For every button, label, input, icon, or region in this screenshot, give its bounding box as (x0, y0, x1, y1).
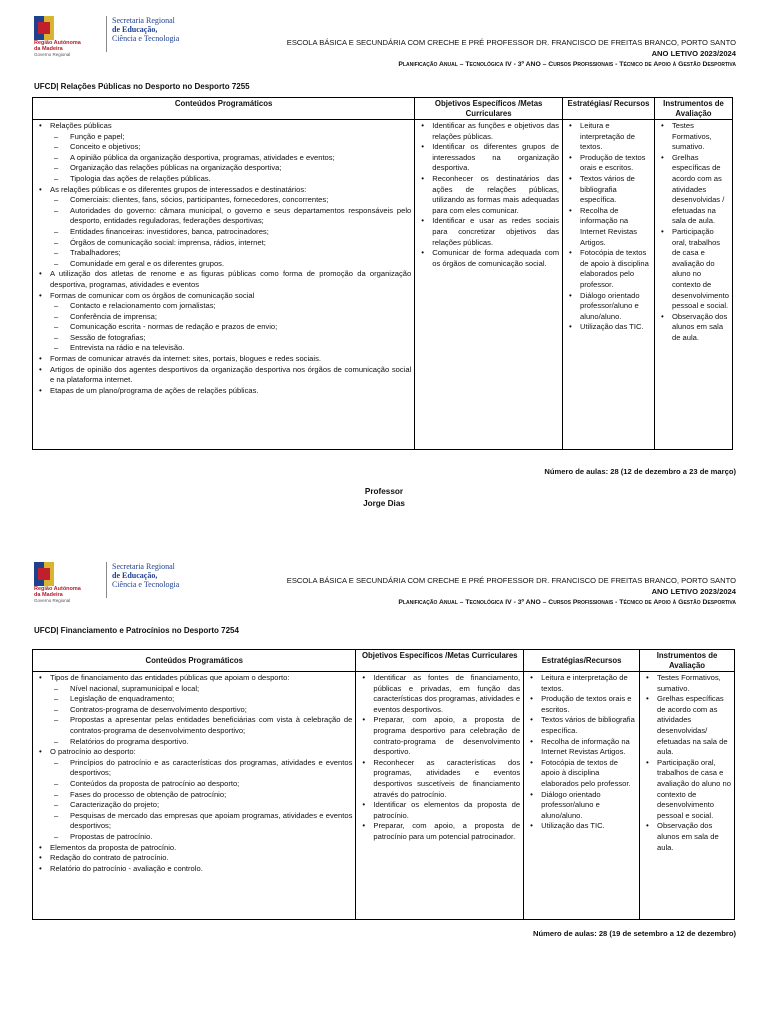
conteudos-cell (33, 120, 415, 450)
list-item: • Observação dos alunos em sala de aula. (657, 821, 731, 853)
sub-list-item: – Conteúdos da proposta de patrocínio ao desporto; (70, 779, 352, 790)
list-item: • Textos vários de bibliografia específica. (541, 715, 636, 736)
sub-list-item: – Relatórios do programa desportivo. (70, 737, 352, 748)
list-item: • Formas de comunicar com os órgãos de comunicação social – Contacto e relacionamento com jornalistas; – Conferência de imprensa; – Comunicação escrita - normas de redação e prazos de envio; – Sessão de fotografias; – Entrevista na rádio e na televisão. (50, 291, 411, 355)
list-item: • Redação do contrato de patrocínio. (50, 853, 352, 864)
sub-list-item: – Comunidade em geral e os diferentes grupos. (70, 259, 411, 270)
list-item: • Participação oral, trabalhos de casa e avaliação do aluno no contexto de desenvolvimento pessoal e social. (672, 227, 729, 312)
sub-list-item: – Organização das relações públicas na organização desportiva; (70, 163, 411, 174)
instrumentos-cell (654, 120, 732, 450)
list-item: • Fotocópia de textos de apoio à disciplina elaborados pelo professor. (580, 248, 651, 290)
aulas-count: Número de aulas: 28 (12 de dezembro a 23 de março) (544, 467, 736, 476)
sub-list-item: – Trabalhadores; (70, 248, 411, 259)
list-item: • Observação dos alunos em sala de aula. (672, 312, 729, 344)
region-label: Região Autónoma da Madeira Governo Regional (34, 40, 81, 57)
list-item: • Reconhecer as características dos programas, atividades e eventos desportivos suscetíveis de financiamento através do patrocínio. (373, 758, 520, 800)
col-header-conteudos: Conteúdos Programáticos (33, 98, 415, 120)
document-header (287, 575, 736, 608)
school-year: ANO LETIVO 2023/2024 (651, 587, 736, 596)
list-item: • Preparar, com apoio, a proposta de patrocínio para um potencial patrocinador. (373, 821, 520, 842)
list-item: • Grelhas específicas de acordo com as atividades desenvolvidas/ efetuadas na sala de aula. (657, 694, 731, 758)
sub-list-item: – Caracterização do projeto; (70, 800, 352, 811)
sub-list-item: – Pesquisas de mercado das empresas que apoiam programas, atividades e eventos desportivos; (70, 811, 352, 832)
school-year: ANO LETIVO 2023/2024 (651, 49, 736, 58)
sub-list-item: – Fases do processo de obtenção de patrocínio; (70, 790, 352, 801)
aulas-count: Número de aulas: 28 (19 de setembro a 12 de dezembro) (533, 929, 736, 938)
sub-list-item: – Legislação de enquadramento; (70, 694, 352, 705)
secretaria-logo (34, 16, 194, 57)
list-item: • Identificar os diferentes grupos de interessados na organização desportiva. (432, 142, 559, 174)
sub-list-item: – Propostas a apresentar pelas entidades beneficiárias com vista à celebração de contratos-programa de desenvolvimento desportivo; (70, 715, 352, 736)
professor-signature: Professor Jorge Dias (363, 487, 405, 508)
page-section-2 (0, 540, 768, 1024)
objetivos-cell (356, 672, 524, 920)
list-item: • Leitura e interpretação de textos. (580, 121, 651, 153)
list-item: • Relações públicas – Função e papel; – Conceito e objetivos; – A opinião pública da organização desportiva, programas, atividades e eventos; – Organização das relações públicas na organização desportiva; – Tipologia das ações de relações públicas. (50, 121, 411, 185)
instrumentos-cell (640, 672, 735, 920)
plan-title: Planificação Anual – Tecnológica IV - 3º ANO – Cursos Profissionais - Técnico de Apoio à Gestão Desportiva (398, 599, 736, 606)
list-item: • Etapas de um plano/programa de ações de relações públicas. (50, 386, 411, 397)
list-item: • Reconhecer os destinatários das ações de relações públicas, utilizando as formas mais adequadas para com eles comunicar. (432, 174, 559, 216)
list-item: • Diálogo orientado professor/aluno e aluno/aluno. (580, 291, 651, 323)
list-item: • Preparar, com apoio, a proposta de programa desportivo para celebração de contrato-programa de desenvolvimento desportivo. (373, 715, 520, 757)
list-item: • Artigos de opinião dos agentes desportivos da organização desportiva nos órgãos de comunicação social e na plataforma internet. (50, 365, 411, 386)
list-item: • As relações públicas e os diferentes grupos de interessados e destinatários: – Comerciais: clientes, fans, sócios, participantes, fornecedores, concorrentes; – Autoridades do governo: câmara municipal, o governo e seus departamentos responsáveis pelo desporto, entidades reguladoras, federações desportivas; – Entidades financeiras: investidores, banca, patrocinadores; – Órgãos de comunicação social: imprensa, rádios, internet; – Trabalhadores; – Comunidade em geral e os diferentes grupos. (50, 185, 411, 270)
sub-list-item: – Conferência de imprensa; (70, 312, 411, 323)
list-item: • Identificar e usar as redes sociais para concretizar objetivos das relações públicas. (432, 216, 559, 248)
sub-list-item: – Órgãos de comunicação social: imprensa, rádios, internet; (70, 238, 411, 249)
secretaria-logo (34, 562, 194, 603)
col-header-instrumentos: Instrumentos de Avaliação (640, 650, 735, 672)
region-label: Região Autónoma da Madeira Governo Regional (34, 586, 81, 603)
estrategias-cell (563, 120, 655, 450)
sub-list-item: – Entrevista na rádio e na televisão. (70, 343, 411, 354)
list-item: • Participação oral, trabalhos de casa e avaliação do aluno no contexto de desenvolvimento pessoal e social. (657, 758, 731, 822)
col-header-objetivos: Objetivos Específicos /Metas Curriculares (356, 650, 524, 672)
col-header-objetivos: Objetivos Específicos /Metas Curriculares (415, 98, 563, 120)
col-header-instrumentos: Instrumentos de Avaliação (654, 98, 732, 120)
sub-list-item: – Propostas de patrocínio. (70, 832, 352, 843)
list-item: • Fotocópia de textos de apoio à disciplina elaborados pelo professor. (541, 758, 636, 790)
document-header (287, 37, 736, 70)
secretaria-label: Secretaria Regional de Educação, Ciência e Tecnologia (112, 16, 180, 43)
estrategias-cell (524, 672, 640, 920)
list-item: • O patrocínio ao desporto: – Princípios do patrocínio e as características dos programas, atividades e eventos desportivos; – Conteúdos da proposta de patrocínio ao desporto; – Fases do processo de obtenção de patrocínio; – Caracterização do projeto; – Pesquisas de mercado das empresas que apoiam programas, atividades e eventos desportivos; – Propostas de patrocínio. (50, 747, 352, 842)
col-header-estrategias: Estratégias/Recursos (524, 650, 640, 672)
list-item: • Leitura e interpretação de textos. (541, 673, 636, 694)
list-item: • A utilização dos atletas de renome e as figuras públicas como forma de promoção da organização desportiva, programas, atividades e eventos (50, 269, 411, 290)
col-header-conteudos: Conteúdos Programáticos (33, 650, 356, 672)
sub-list-item: – Sessão de fotografias; (70, 333, 411, 344)
madeira-crest-icon (34, 562, 54, 586)
list-item: • Recolha de informação na Internet Revistas Artigos. (541, 737, 636, 758)
col-header-estrategias: Estratégias/ Recursos (563, 98, 655, 120)
sub-list-item: – Comunicação escrita - normas de redação e prazos de envio; (70, 322, 411, 333)
ufcd-title: UFCD| Relações Públicas no Desporto no Desporto 7255 (34, 82, 250, 91)
sub-list-item: – Comerciais: clientes, fans, sócios, participantes, fornecedores, concorrentes; (70, 195, 411, 206)
list-item: • Testes Formativos, sumativo. (672, 121, 729, 153)
list-item: • Identificar os elementos da proposta de patrocínio. (373, 800, 520, 821)
list-item: • Comunicar de forma adequada com os órgãos de comunicação social. (432, 248, 559, 269)
sub-list-item: – Função e papel; (70, 132, 411, 143)
list-item: • Testes Formativos, sumativo. (657, 673, 731, 694)
sub-list-item: – Conceito e objetivos; (70, 142, 411, 153)
conteudos-cell (33, 672, 356, 920)
school-name: ESCOLA BÁSICA E SECUNDÁRIA COM CRECHE E PRÉ PROFESSOR DR. FRANCISCO DE FREITAS BRANCO, PORTO SANTO (286, 38, 736, 47)
list-item: • Produção de textos orais e escritos. (541, 694, 636, 715)
sub-list-item: – Autoridades do governo: câmara municipal, o governo e seus departamentos responsáveis pelo desporto, entidades reguladoras, federações desportivas; (70, 206, 411, 227)
list-item: • Textos vários de bibliografia específica. (580, 174, 651, 206)
list-item: • Tipos de financiamento das entidades públicas que apoiam o desporto: – Nível nacional, supramunicipal e local; – Legislação de enquadramento; – Contratos-programa de desenvolvimento desportivo; – Propostas a apresentar pelas entidades beneficiárias com vista à celebração de contratos-programa de desenvolvimento desportivo; – Relatórios do programa desportivo. (50, 673, 352, 747)
planning-table (32, 649, 735, 920)
list-item: • Elementos da proposta de patrocínio. (50, 843, 352, 854)
sub-list-item: – Contacto e relacionamento com jornalistas; (70, 301, 411, 312)
sub-list-item: – A opinião pública da organização desportiva, programas, atividades e eventos; (70, 153, 411, 164)
planning-table (32, 97, 733, 450)
secretaria-label: Secretaria Regional de Educação, Ciência e Tecnologia (112, 562, 180, 589)
list-item: • Identificar as funções e objetivos das relações públicas. (432, 121, 559, 142)
sub-list-item: – Princípios do patrocínio e as características dos programas, atividades e eventos desportivos; (70, 758, 352, 779)
sub-list-item: – Tipologia das ações de relações públicas. (70, 174, 411, 185)
list-item: • Utilização das TIC. (541, 821, 636, 832)
objetivos-cell (415, 120, 563, 450)
sub-list-item: – Entidades financeiras: investidores, banca, patrocinadores; (70, 227, 411, 238)
sub-list-item: – Contratos-programa de desenvolvimento desportivo; (70, 705, 352, 716)
list-item: • Diálogo orientado professor/aluno e aluno/aluno. (541, 790, 636, 822)
list-item: • Recolha de informação na Internet Revistas Artigos. (580, 206, 651, 248)
list-item: • Formas de comunicar através da internet: sites, portais, blogues e redes sociais. (50, 354, 411, 365)
plan-title: Planificação Anual – Tecnológica IV - 3º ANO – Cursos Profissionais - Técnico de Apoio à Gestão Desportiva (398, 61, 736, 68)
list-item: • Relatório do patrocínio - avaliação e controlo. (50, 864, 352, 875)
list-item: • Produção de textos orais e escritos. (580, 153, 651, 174)
ufcd-title: UFCD| Financiamento e Patrocínios no Desporto 7254 (34, 626, 239, 635)
madeira-crest-icon (34, 16, 54, 40)
list-item: • Identificar as fontes de financiamento, públicas e privadas, em função das características dos programas, atividades e eventos desportivos. (373, 673, 520, 715)
list-item: • Grelhas específicas de acordo com as atividades desenvolvidas / efetuadas na sala de aula. (672, 153, 729, 227)
sub-list-item: – Nível nacional, supramunicipal e local; (70, 684, 352, 695)
school-name: ESCOLA BÁSICA E SECUNDÁRIA COM CRECHE E PRÉ PROFESSOR DR. FRANCISCO DE FREITAS BRANCO, PORTO SANTO (286, 576, 736, 585)
list-item: • Utilização das TIC. (580, 322, 651, 333)
